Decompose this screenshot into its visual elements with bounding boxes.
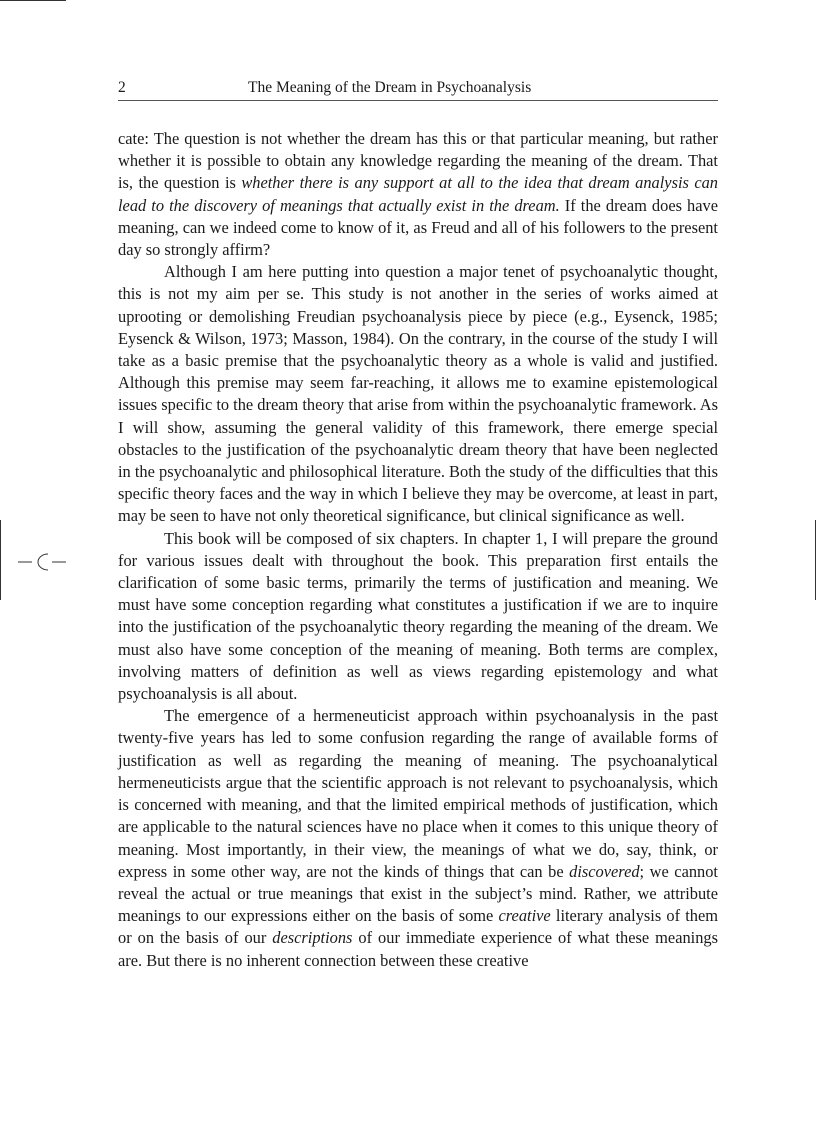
text-segment: The emergence of a hermeneuticist approach within psychoanalysis in the past twenty-five years has led to some confusion regarding the range of available forms of justification as well as regarding the meaning of meaning. The psychoanalytical hermeneuticists argue that the scientific approach is not relevant to psychoanalysis, which is concerned with meaning, and that the limited empirical methods of justification, which are applicable to the natural sciences have no place when it comes to this unique theory of meaning. Most importantly, in their view, the meanings of what we do, say, think, or express in some other way, are not the kinds of things that can be [118, 706, 718, 881]
paragraph-1 [118, 128, 718, 261]
emphasis-text: creative [498, 906, 551, 926]
running-header [118, 76, 718, 101]
text-segment: ; we cannot reveal the actual or true meanings that exist in the subject’s mind. Rather, we attribute meanings to our expressions either on the basis of some [118, 861, 718, 926]
page-number: 2 [118, 79, 126, 96]
text-segment: If the dream does have meaning, can we indeed come to know of it, as Freud and all of his followers to the present day so strongly affirm? [118, 195, 718, 260]
emphasis-text: descriptions [272, 928, 353, 948]
text-segment: Although I am here putting into question a major tenet of psychoanalytic thought, this is not my aim per se. This study is not another in the series of works aimed at uprooting or demolishing Freudian psychoanalysis piece by piece (e.g., Eysenck, 1985; Eysenck & Wilson, 1973; Masson, 1984). On the contrary, in the course of the study I will take as a basic premise that the psychoanalytic theory as a whole is valid and justified. Although this premise may seem far-reaching, it allows me to examine epistemological issues specific to the dream theory that arise from within the psychoanalytic framework. As I will show, assuming the general validity of this framework, there emerge special obstacles to the justification of the psychoanalytic dream theory that have been neglected in the psychoanalytic and philosophical literature. Both the study of the difficulties that this specific theory faces and the way in which I believe they may be overcome, at least in part, may be seen to have not only theoretical significance, but clinical significance as well. [118, 262, 718, 526]
paragraph-4 [118, 705, 718, 971]
text-segment: literary analysis of them or on the basis of our [118, 906, 718, 948]
paragraph-3 [118, 528, 718, 706]
text-segment: cate: The question is not whether the dream has this or that particular meaning, but rather whether it is possible to obtain any knowledge regarding the meaning of the dream. That is, the question is [118, 129, 718, 193]
registration-mark-icon [18, 551, 66, 573]
crop-mark-left [0, 520, 1, 600]
body-text [118, 128, 718, 972]
crop-mark-top [0, 0, 66, 1]
paragraph-2 [118, 261, 718, 527]
emphasis-text: whether there is any support at all to the idea that dream analysis can lead to the discovery of meanings that actually exist in the dream. [118, 173, 718, 215]
running-title: The Meaning of the Dream in Psychoanalysis [248, 79, 532, 96]
text-segment: of our immediate experience of what these meanings are. But there is no inherent connection between these creative [118, 928, 718, 970]
emphasis-text: discovered [569, 861, 640, 881]
text-segment: This book will be composed of six chapters. In chapter 1, I will prepare the ground for various issues dealt with throughout the book. This preparation first entails the clarification of some basic terms, primarily the terms of justification and meaning. We must have some conception regarding what constitutes a justification if we are to inquire into the justification of the psychoanalytic theory regarding the meaning of the dream. We must also have some conception of the meaning of meaning. Both terms are complex, involving matters of definition as well as views regarding epistemology and what psychoanalysis is all about. [118, 528, 718, 704]
